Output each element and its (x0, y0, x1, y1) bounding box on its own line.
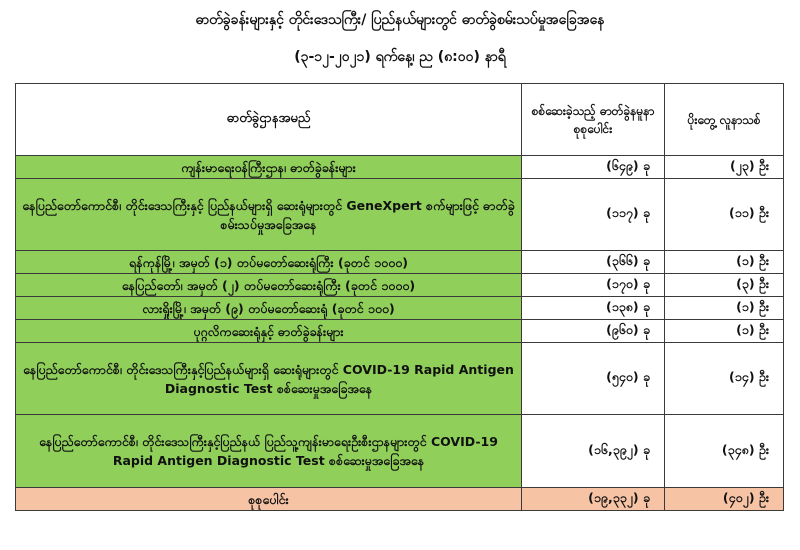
positive-cell (665, 297, 784, 320)
tests-cell (522, 343, 665, 415)
positive-cell (665, 179, 784, 251)
tests-cell (522, 297, 665, 320)
tests-value: (၁၆,၃၉၂) ခု (588, 441, 650, 457)
lab-name-cell: နေပြည်တော်ကောင်စီ၊ တိုင်းဒေသကြီးနှင့်ပြည်နယ် ပြည်သူ့ကျန်းမာရေးဦးစီးဌာနများတွင် COVID-19 Rapid Antigen Diagnostic Test စစ်ဆေးမှုအခြေအနေ (16, 415, 522, 488)
positive-value: (၁၄) ဦး (729, 369, 769, 384)
total-row (16, 488, 784, 511)
positive-value: (၃၄၈) ဦး (721, 441, 769, 457)
lab-name-cell: ရန်ကုန်မြို့၊ အမှတ် (၁) တပ်မတော်ဆေးရုံကြီး (ခုတင် ၁၀၀၀) (16, 251, 522, 274)
tests-value: (၆၄၉) ခု (606, 157, 650, 173)
lab-name-cell: နေပြည်တော်ကောင်စီ၊ တိုင်းဒေသကြီးနှင့် ပြည်နယ်များရှိ ဆေးရုံများတွင် GeneXpert စက်များဖြင့် ဓာတ်ခွဲစမ်းသပ်မှုအခြေအနေ (16, 179, 522, 251)
tests-value: (၁၇၀) ခု (606, 275, 650, 291)
table-header-row (16, 84, 784, 156)
total-tests-value: (၁၉,၃၃၂) ခု (588, 489, 650, 505)
table-row (16, 156, 784, 179)
positive-cell (665, 343, 784, 415)
lab-name-cell: ကျန်းမာရေးဝန်ကြီးဌာန၊ ဓာတ်ခွဲခန်းများ (16, 156, 522, 179)
positive-value: (၁) ဦး (736, 252, 769, 268)
tests-cell (522, 156, 665, 179)
positive-value: (၃) ဦး (736, 275, 769, 291)
positive-cell (665, 415, 784, 488)
tests-value: (၉၆၀) ခု (606, 321, 650, 337)
tests-cell (522, 274, 665, 297)
total-positive-cell (665, 488, 784, 511)
positive-cell (665, 320, 784, 343)
tests-cell (522, 415, 665, 488)
positive-cell (665, 251, 784, 274)
lab-testing-table (15, 83, 784, 511)
header-lab-name: ဓာတ်ခွဲဌာနအမည် (16, 84, 522, 156)
tests-value: (၃၆၆) ခု (606, 252, 650, 268)
positive-value: (၁) ဦး (736, 321, 769, 337)
positive-value: (၁) ဦး (736, 298, 769, 314)
total-tests-cell (522, 488, 665, 511)
table-row (16, 343, 784, 415)
tests-cell (522, 251, 665, 274)
table-row (16, 251, 784, 274)
tests-value: (၁၃၈) ခု (605, 298, 650, 314)
tests-cell (522, 179, 665, 251)
total-positive-value: (၄၀၂) ဦး (722, 489, 769, 505)
report-date: (၃-၁၂-၂၀၂၁) ရက်နေ့၊ ည (၈:၀၀) နာရီ (294, 49, 506, 65)
tests-value: (၅၄၀) ခု (606, 369, 650, 384)
header-tests: စစ်ဆေးခဲ့သည့် ဓာတ်ခွဲနမူနာ စုစုပေါင်း (522, 84, 665, 156)
tests-value: (၁၁၇) ခု (606, 205, 650, 220)
table-row (16, 320, 784, 343)
positive-value: (၁၁) ဦး (729, 205, 769, 220)
header-positive: ပိုးတွေ့ လူနာသစ် (665, 84, 784, 156)
tests-cell (522, 320, 665, 343)
positive-cell (665, 156, 784, 179)
lab-name-cell: နေပြည်တော်ကောင်စီ၊ တိုင်းဒေသကြီးနှင့်ပြည်နယ်များရှိ ဆေးရုံများတွင် COVID-19 Rapid Antigen Diagnostic Test စစ်ဆေးမှုအခြေအနေ (16, 343, 522, 415)
lab-name-cell: ပုဂ္ဂလိကဆေးရုံနှင့် ဓာတ်ခွဲခန်းများ (16, 320, 522, 343)
total-label: စုစုပေါင်း (16, 488, 522, 511)
lab-name-cell: နေပြည်တော်၊ အမှတ် (၂) တပ်မတော်ဆေးရုံကြီး (ခုတင် ၁၀၀၀) (16, 274, 522, 297)
report-title: ဓာတ်ခွဲခန်းများနှင့် တိုင်းဒေသကြီး/ ပြည်နယ်များတွင် ဓာတ်ခွဲစမ်းသပ်မှုအခြေအနေ (195, 12, 605, 28)
table-row (16, 179, 784, 251)
table-row (16, 297, 784, 320)
lab-name-cell: လားရှိုးမြို့၊ အမှတ် (၉) တပ်မတော်ဆေးရုံ (ခုတင် ၁၀၀) (16, 297, 522, 320)
positive-cell (665, 274, 784, 297)
table-row (16, 415, 784, 488)
table-row (16, 274, 784, 297)
positive-value: (၂၃) ဦး (729, 157, 769, 173)
